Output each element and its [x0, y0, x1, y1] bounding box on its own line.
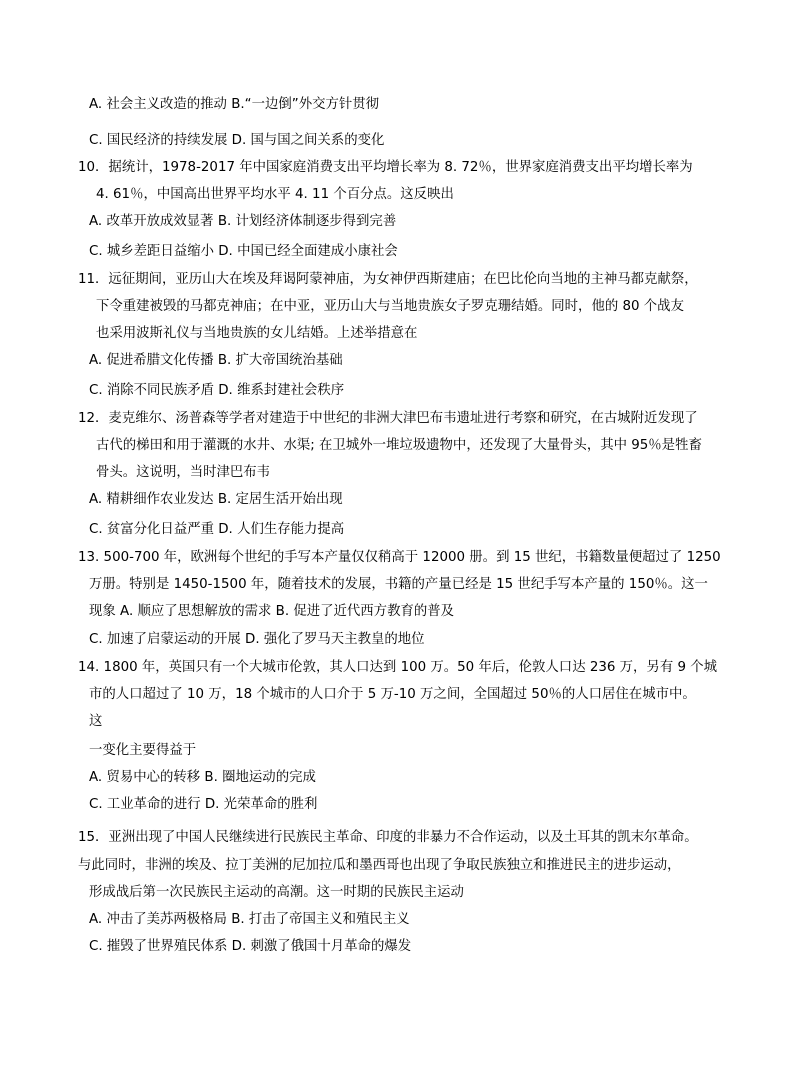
q14-stem-4: 一变化主要得益于	[89, 743, 197, 758]
q9-option-ab: A. 社会主义改造的推动 B.“一边倒”外交方针贯彻	[89, 97, 380, 112]
q11-option-cd: C. 消除不同民族矛盾 D. 维系封建社会秩序	[89, 383, 345, 398]
q13-option-cd: C. 加速了启蒙运动的开展 D. 强化了罗马天主教皇的地位	[89, 632, 425, 647]
q14-stem-1: 14. 1800 年，英国只有一个大城市伦敦，其人口达到 100 万。50 年后，伦敦人口达 236 万，另有 9 个城	[78, 660, 718, 675]
q12-option-ab: A. 精耕细作农业发达 B. 定居生活开始出现	[89, 492, 343, 507]
q15-stem-3: 形成战后第一次民族民主运动的高潮。这一时期的民族民主运动	[89, 885, 464, 900]
q14-option-ab: A. 贸易中心的转移 B. 圈地运动的完成	[89, 770, 316, 785]
q12-option-cd: C. 贫富分化日益严重 D. 人们生存能力提高	[89, 522, 345, 537]
q12-stem-3: 骨头。这说明，当时津巴布韦	[96, 465, 271, 480]
q12-stem-2: 古代的梯田和用于灌溉的水井、水渠; 在卫城外一堆垃圾遗物中，还发现了大量骨头，其中 95％是牲畜	[96, 438, 702, 453]
q15-stem-2: 与此同时，非洲的埃及、拉丁美洲的尼加拉瓜和墨西哥也出现了争取民族独立和推进民主的进步运动，	[78, 858, 681, 873]
q10-option-ab: A. 改革开放成效显著 B. 计划经济体制逐步得到完善	[89, 214, 397, 229]
q11-stem-3: 也采用波斯礼仪与当地贵族的女儿结婚。上述举措意在	[96, 326, 418, 341]
q13-stem-2: 万册。特别是 1450-1500 年，随着技术的发展，书籍的产量已经是 15 世纪手写本产量的 150％。这一	[89, 577, 708, 592]
q13-stem-3: 现象 A. 顺应了思想解放的需求 B. 促进了近代西方教育的普及	[89, 604, 455, 619]
q11-option-ab: A. 促进希腊文化传播 B. 扩大帝国统治基础	[89, 353, 343, 368]
q10-option-cd: C. 城乡差距日益缩小 D. 中国已经全面建成小康社会	[89, 244, 398, 259]
q10-stem-2: 4. 61％，中国高出世界平均水平 4. 11 个百分点。这反映出	[96, 187, 454, 202]
q14-stem-2: 市的人口超过了 10 万，18 个城市的人口介于 5 万-10 万之间，全国超过 50％的人口居住在城市中。	[89, 687, 696, 702]
q9-option-cd: C. 国民经济的持续发展 D. 国与国之间关系的变化	[89, 133, 385, 148]
q11-stem-2: 下令重建被毁的马都克神庙；在中亚，亚历山大与当地贵族女子罗克珊结婚。同时，他的 80 个战友	[96, 299, 684, 314]
q15-stem-1: 15．亚洲出现了中国人民继续进行民族民主革命、印度的非暴力不合作运动，以及土耳其的凯末尔革命。	[78, 830, 698, 845]
q10-stem-1: 10．据统计，1978-2017 年中国家庭消费支出平均增长率为 8. 72％，世界家庭消费支出平均增长率为	[78, 160, 693, 175]
q12-stem-1: 12．麦克维尔、汤普森等学者对建造于中世纪的非洲大津巴布韦遗址进行考察和研究，在古城附近发现了	[78, 411, 698, 426]
q11-stem-1: 11．远征期间，亚历山大在埃及拜谒阿蒙神庙，为女神伊西斯建庙；在巴比伦向当地的主神马都克献祭，	[78, 272, 698, 287]
q15-option-ab: A. 冲击了美苏两极格局 B. 打击了帝国主义和殖民主义	[89, 912, 410, 927]
q13-stem-1: 13. 500-700 年，欧洲每个世纪的手写本产量仅仅稍高于 12000 册。到 15 世纪，书籍数量便超过了 1250	[78, 550, 721, 565]
q14-stem-3: 这	[89, 714, 103, 729]
q15-option-cd: C. 摧毁了世界殖民体系 D. 刺激了俄国十月革命的爆发	[89, 939, 412, 954]
q14-option-cd: C. 工业革命的进行 D. 光荣革命的胜利	[89, 797, 318, 812]
